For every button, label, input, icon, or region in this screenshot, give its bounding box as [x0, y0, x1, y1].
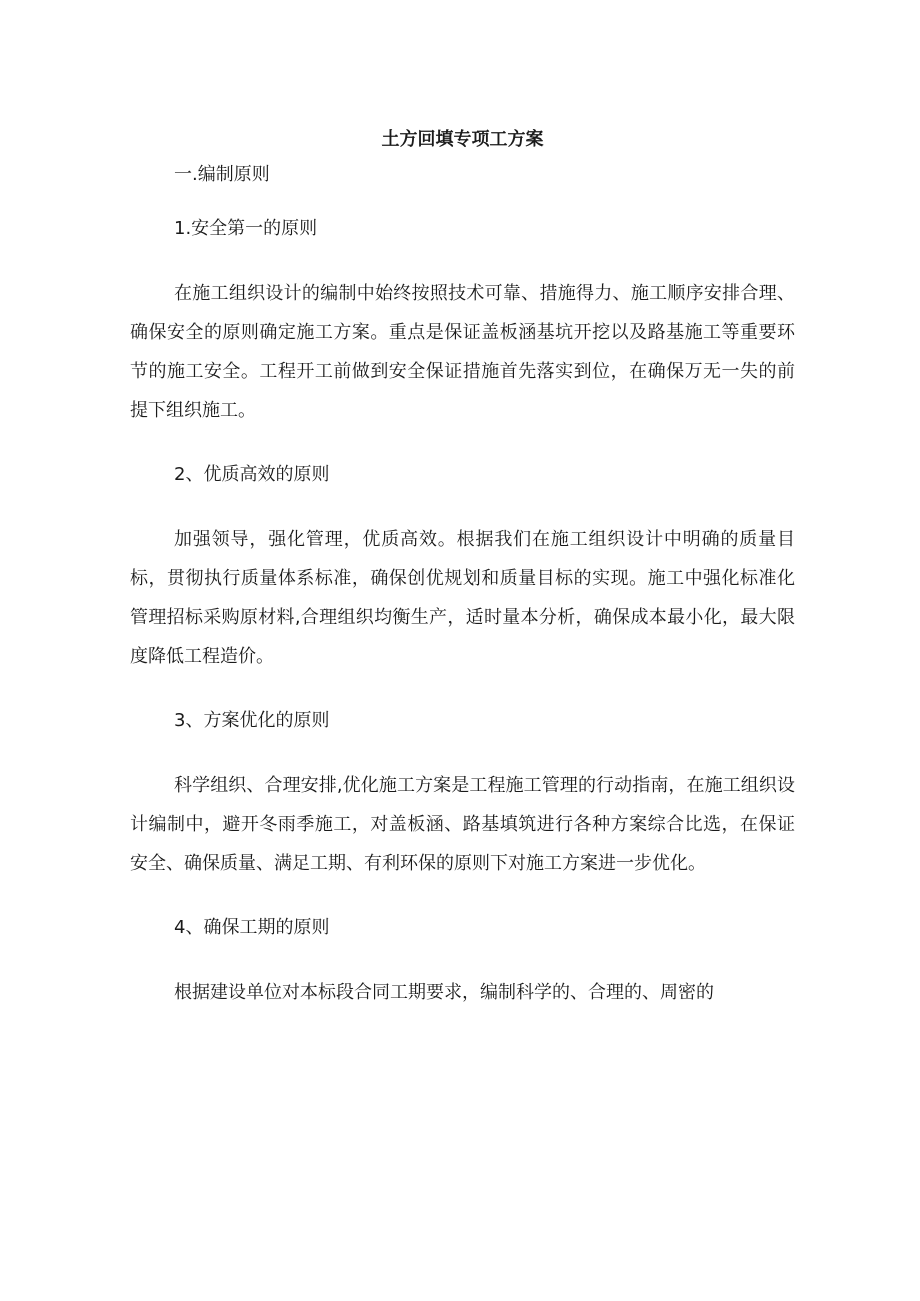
document-title: 土方回填专项工方案 [381, 129, 544, 150]
principle-body-schedule: 根据建设单位对本标段合同工期要求，编制科学的、合理的、周密的 [174, 982, 714, 1003]
principle-heading-quality: 2、优质高效的原则 [174, 464, 330, 485]
principle-body-optimization: 科学组织、合理安排,优化施工方案是工程施工管理的行动指南，在施工组织设计编制中，避开冬雨季施工，对盖板涵、路基填筑进行各种方案综合比选，在保证安全、确保质量、满足工期、有利环保的原则下对施工方案进一步优化。 [130, 775, 795, 874]
principle-body-safety: 在施工组织设计的编制中始终按照技术可靠、措施得力、施工顺序安排合理、确保安全的原则确定施工方案。重点是保证盖板涵基坑开挖以及路基施工等重要环节的施工安全。工程开工前做到安全保证措施首先落实到位，在确保万无一失的前提下组织施工。 [130, 283, 795, 421]
principle-heading-safety: 1.安全第一的原则 [174, 218, 318, 239]
principle-heading-optimization: 3、方案优化的原则 [174, 710, 330, 731]
principle-body-quality: 加强领导，强化管理，优质高效。根据我们在施工组织设计中明确的质量目标，贯彻执行质量体系标准，确保创优规划和质量目标的实现。施工中强化标准化管理招标采购原材料,合理组织均衡生产，适时量本分析，确保成本最小化，最大限度降低工程造价。 [130, 529, 795, 667]
section-heading: 一.编制原则 [174, 164, 270, 185]
document-body [130, 120, 795, 1042]
principle-heading-schedule: 4、确保工期的原则 [174, 917, 330, 938]
